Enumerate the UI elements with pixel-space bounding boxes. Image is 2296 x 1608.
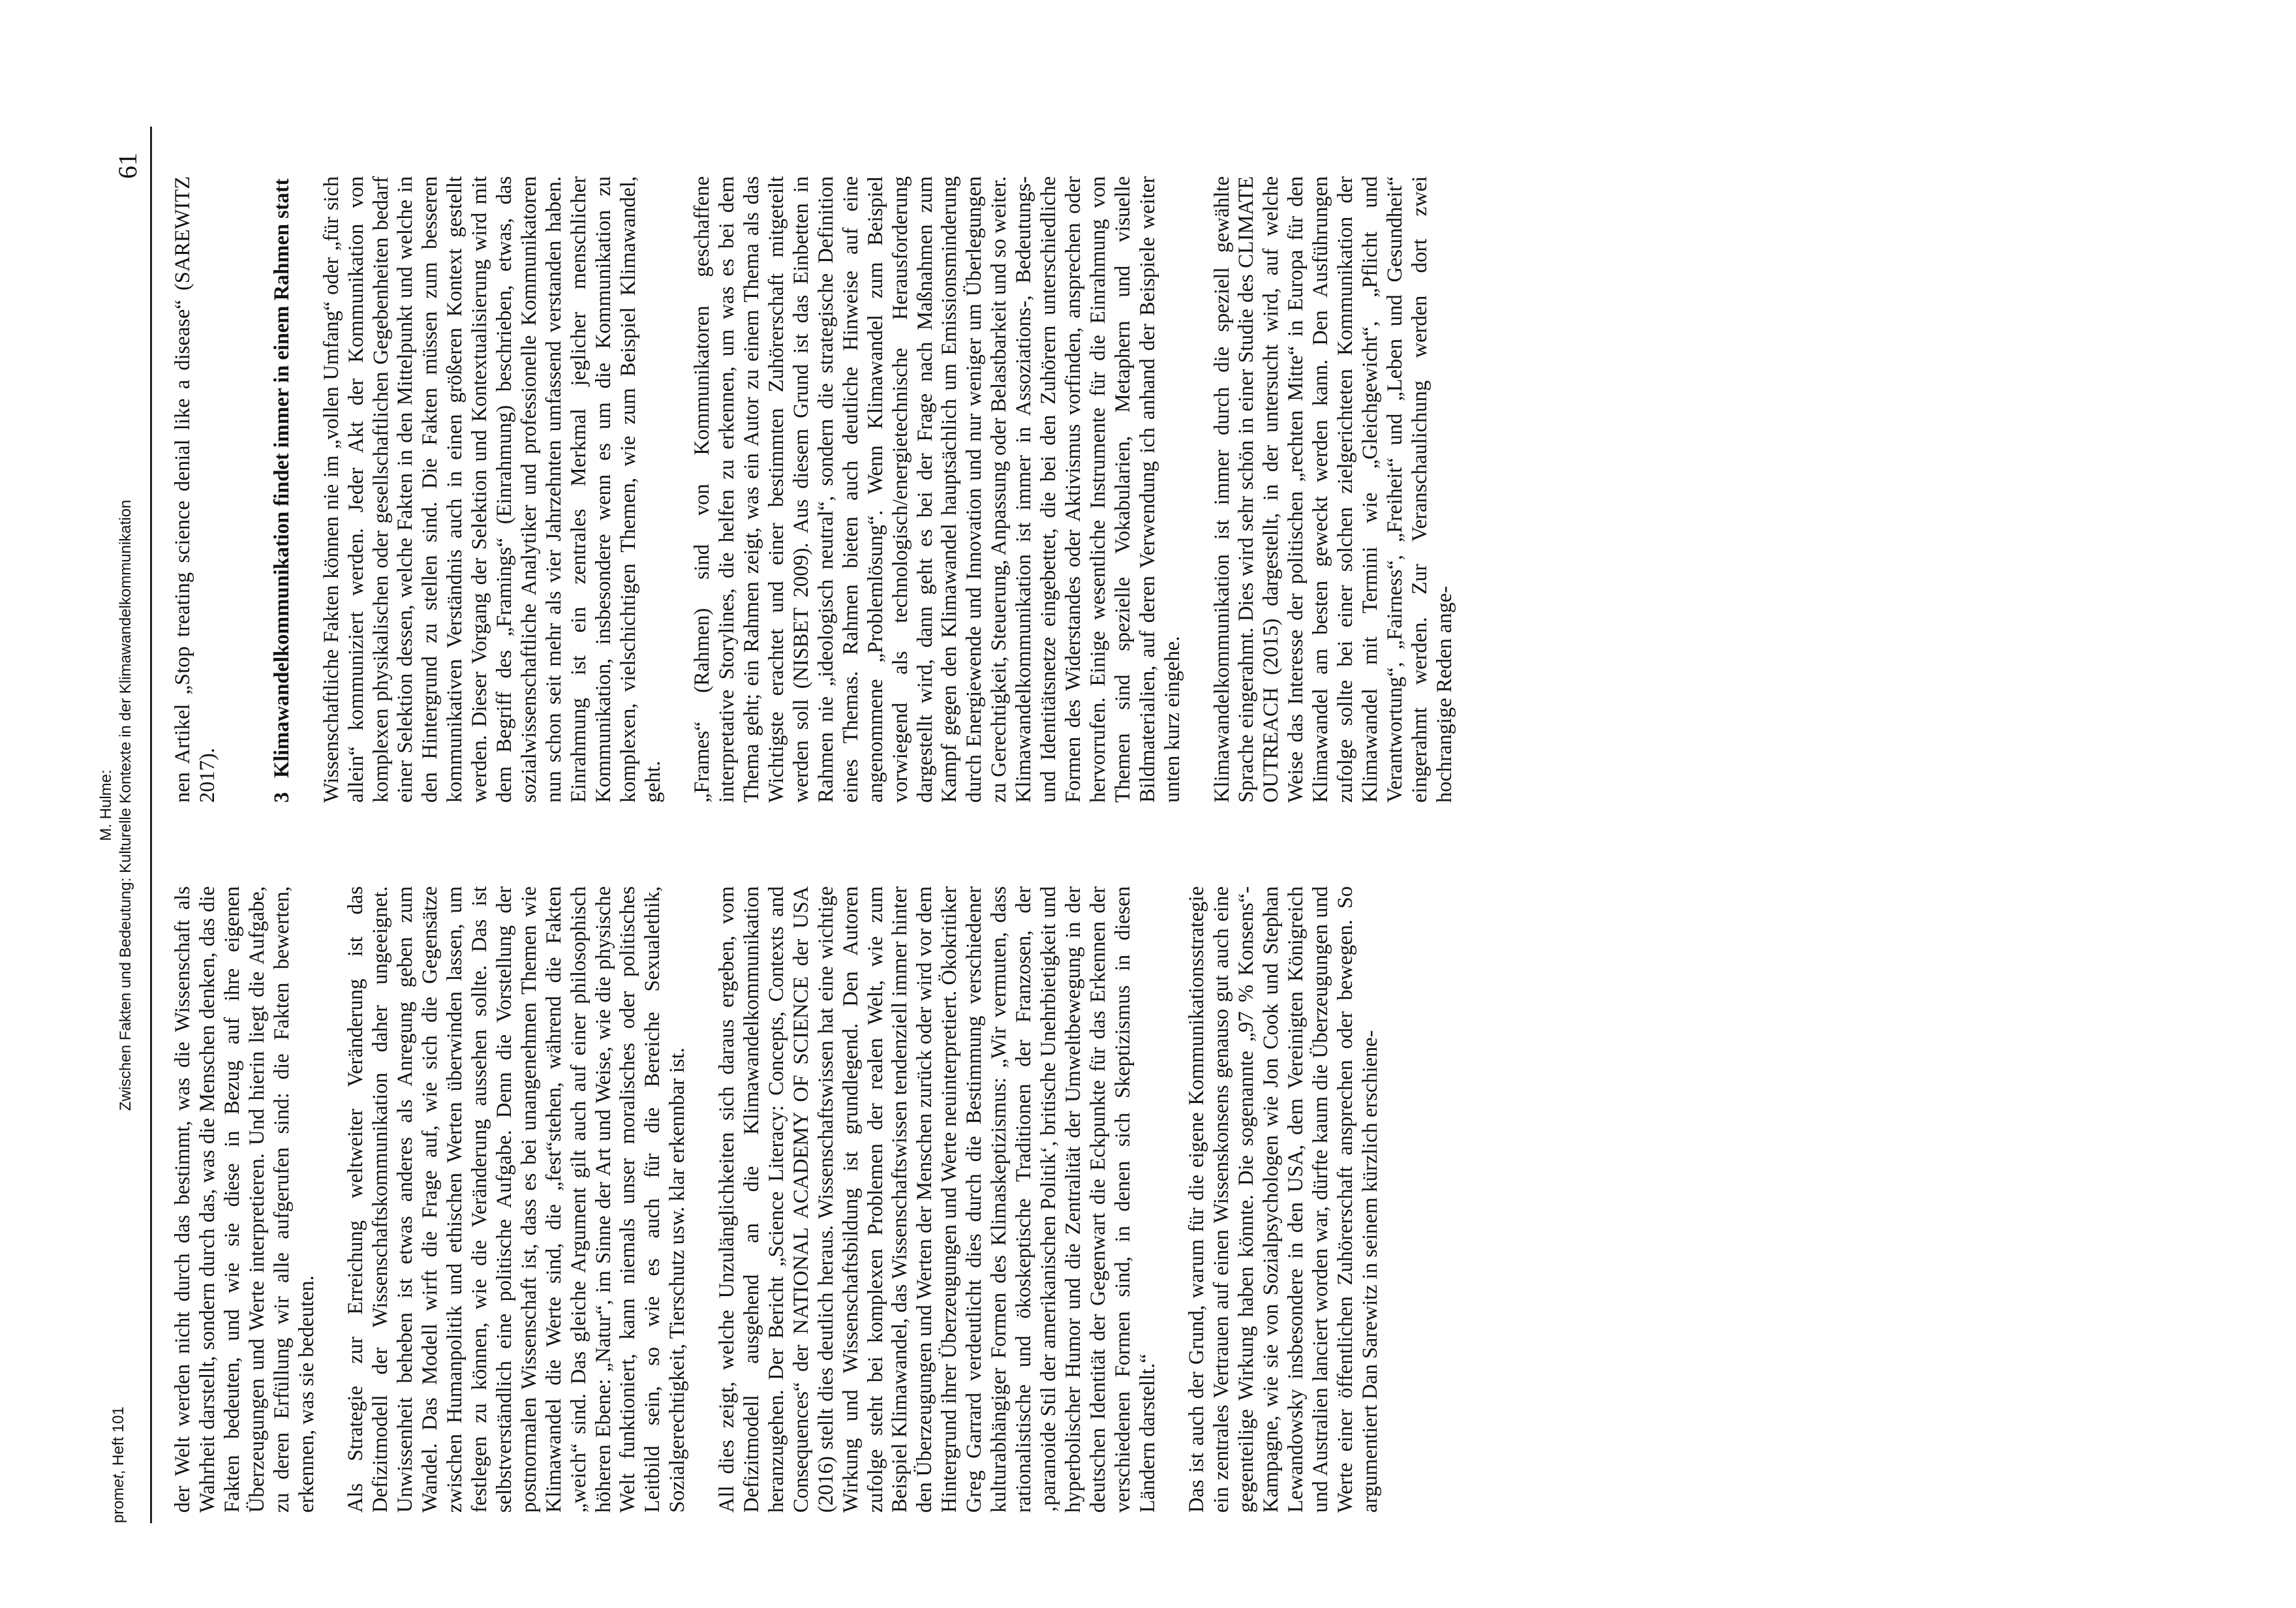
section-heading xyxy=(270,176,295,803)
paragraph: Klimawandelkommunikation ist immer durch die speziell gewählte Sprache eingerahmt. Dies wird sehr schön in einer Studie des CLIMATE OUTREACH (2015) dargestellt, in der untersucht wird, auf welche Weise das Interesse der politischen „rechten Mitte“ in Europa für den Klimawandel am besten geweckt werden kann. Den Ausführungen zufolge sollte bei einer solchen zielgerichteten Kommunikation der Klimawandel mit Termini wie „Gleichgewicht“, „Pflicht und Verantwortung“, „Fairness“, „Freiheit“ und „Leben und Gesundheit“ eingerahmt werden. Zur Veranschaulichung werden dort zwei hochrangige Reden ange- xyxy=(1210,176,1456,803)
running-head-author: M. Hulme: xyxy=(97,769,115,841)
section-number: 3 xyxy=(269,792,294,803)
paragraph: der Welt werden nicht durch das bestimmt, was die Wissenschaft als Wahrheit darstellt, sondern durch das, was die Menschen denken, das die Fakten bedeuten, und wie sie diese in Bezug auf ihre eigenen Überzeugungen und Werte interpretieren. Und hierin liegt die Aufgabe, zu deren Erfüllung wir alle aufgerufen sind: die Fakten bewerten, erkennen, was sie bedeuten. xyxy=(171,886,318,1513)
paragraph: Das ist auch der Grund, warum für die eigene Kommunikationsstrategie ein zentrales Vertrauen auf einen Wissenskonsens genauso gut auch eine gegenteilige Wirkung haben könnte. Die sogenannte „97 % Konsens“-Kampagne, wie sie von Sozialpsychologen wie Jon Cook und Stephan Lewandowsky insbesondere in den USA, dem Vereinigten Königreich und Australien lanciert worden war, dürfte kaum die Überzeugungen und Werte einer öffentlichen Zuhörerschaft ansprechen oder bewegen. So argumentiert Dan Sarewitz in seinem kürzlich erschiene- xyxy=(1185,886,1382,1513)
journal-name-italic: et xyxy=(110,1474,127,1488)
journal-name: prom xyxy=(110,1487,127,1523)
running-head-journal xyxy=(110,1406,128,1523)
journal-issue: , Heft 101 xyxy=(110,1406,127,1475)
section-title: Klimawandelkommunikation findet immer in einem Rahmen statt xyxy=(269,178,294,778)
paragraph: „Frames“ (Rahmen) sind von Kommunikatoren geschaffene interpretative Storylines, die helfen zu erkennen, um was es bei dem Thema geht; ein Rahmen zeigt, was ein Autor zu einem Thema als das Wichtigste erachtet und einer bestimmten Zuhörerschaft mitgeteilt werden soll (NISBET 2009). Aus diesem Grund ist das Einbetten in Rahmen nie „ideologisch neutral“, sondern die strategische Definition eines Themas. Rahmen bieten auch deutliche Hinweise auf eine angenommene „Problemlösung“. Wenn Klimawandel zum Beispiel vorwiegend als technologisch/energietechnische Herausforderung dargestellt wird, dann geht es bei der Frage nach Maßnahmen zum Kampf gegen den Klimawandel hauptsächlich um Emissionsminderung durch Energiewende und Innovation und nur weniger um Überlegungen zu Gerechtigkeit, Steuerung, Anpassung oder Belastbarkeit und so weiter. Klimawandelkommunikation ist immer in Assoziations-, Bedeutungs- und Identitätsnetze eingebettet, die bei den Zuhörern unterschiedliche Formen des Widerstandes oder Aktivismus vorfinden, ansprechen oder hervorrufen. Einige wesentliche Instrumente für die Einrahmung von Themen sind spezielle Vokabularien, Metaphern und visuelle Bildmaterialien, auf deren Verwendung ich anhand der Beispiele weiter unten kurz eingehe. xyxy=(690,176,1184,803)
header-rule xyxy=(150,127,152,1523)
paragraph: All dies zeigt, welche Unzulänglichkeiten sich daraus ergeben, vom Defizitmodell ausgehend an die Klimawandelkommunikation heranzugehen. Der Bericht „Science Literacy: Concepts, Contexts and Consequences“ der NATIONAL ACADEMY OF SCIENCE der USA (2016) stellt dies deutlich heraus. Wissenschaftswissen hat eine wichtige Wirkung und Wissenschaftsbildung ist grundlegend. Den Autoren zufolge steht bei komplexen Problemen der realen Welt, wie zum Beispiel Klimawandel, das Wissenschaftswissen tendenziell immer hinter den Überzeugungen und Werten der Menschen zurück oder wird vor dem Hintergrund ihrer Überzeugungen und Werte neuinterpretiert. Ökokritiker Greg Garrard verdeutlicht dies durch die Bestimmung verschiedener kulturabhängiger Formen des Klimaskeptizismus: „Wir vermuten, dass rationalistische und ökoskeptische Traditionen der Franzosen, der ‚paranoide Stil der amerikanischen Politik‘, britische Unehrbietigkeit und hyperbolischer Humor und die Zentralität der Umweltbewegung in der deutschen Identität der Gegenwart die Eckpunkte für das Erkennen der verschiedenen Formen sind, in denen sich Skeptizismus in diesen Ländern darstellt.“ xyxy=(715,886,1159,1513)
running-head-article xyxy=(97,368,136,1243)
paragraph: Wissenschaftliche Fakten können nie im „vollen Umfang“ oder „für sich allein“ kommuniziert werden. Jeder Akt der Kommunikation von komplexen physikalischen oder gesellschaftlichen Gegebenheiten bedarf einer Selektion dessen, welche Fakten in den Mittelpunkt und welche in den Hintergrund zu stellen sind. Die Fakten müssen zum besseren kommunikativen Verständnis auch in einen größeren Kontext gestellt werden. Dieser Vorgang der Selektion und Kontextualisierung wird mit dem Begriff des „Framings“ (Einrahmung) beschrieben, etwas, das sozialwissenschaftliche Analytiker und professionelle Kommunikatoren nun schon seit mehr als vier Jahrzehnten umfassend verstanden haben. Einrahmung ist ein zentrales Merkmal jeglicher menschlicher Kommunikation, insbesondere wenn es um die Kommunikation zu komplexen, vielschichtigen Themen, wie zum Beispiel Klimawandel, geht. xyxy=(319,176,665,803)
paragraph: Als Strategie zur Erreichung weltweiter Veränderung ist das Defizitmodell der Wissenschaftskommunikation daher ungeeignet. Unwissenheit beheben ist etwas anderes als Anregung geben zum Wandel. Das Modell wirft die Frage auf, wie sich die Gegensätze zwischen Humanpolitik und ethischen Werten überwinden lassen, um festlegen zu können, wie die Veränderung aussehen sollte. Das ist selbstverständlich eine politische Aufgabe. Denn die Vorstellung der postnormalen Wissenschaft ist, dass es bei unangenehmen Themen wie Klimawandel die Werte sind, die „fest“stehen, während die Fakten „weich“ sind. Das gleiche Argument gilt auch auf einer philosophisch höheren Ebene: „Natur“, im Sinne der Art und Weise, wie die physische Welt funktioniert, kann niemals unser moralisches oder politisches Leitbild sein, so wie es auch für die Bereiche Sexualethik, Sozialgerechtigkeit, Tierschutz usw. klar erkennbar ist. xyxy=(344,886,690,1513)
left-column xyxy=(171,886,1383,1513)
right-column xyxy=(171,176,1458,803)
running-head-title: Zwischen Fakten und Bedeutung: Kulturelle Kontexte in der Klimawandelkommunikation xyxy=(117,499,134,1111)
paragraph: nen Artikel „Stop treating science denial like a disease“ (SAREWITZ 2017). xyxy=(171,176,219,803)
page-number: 61 xyxy=(113,153,142,179)
